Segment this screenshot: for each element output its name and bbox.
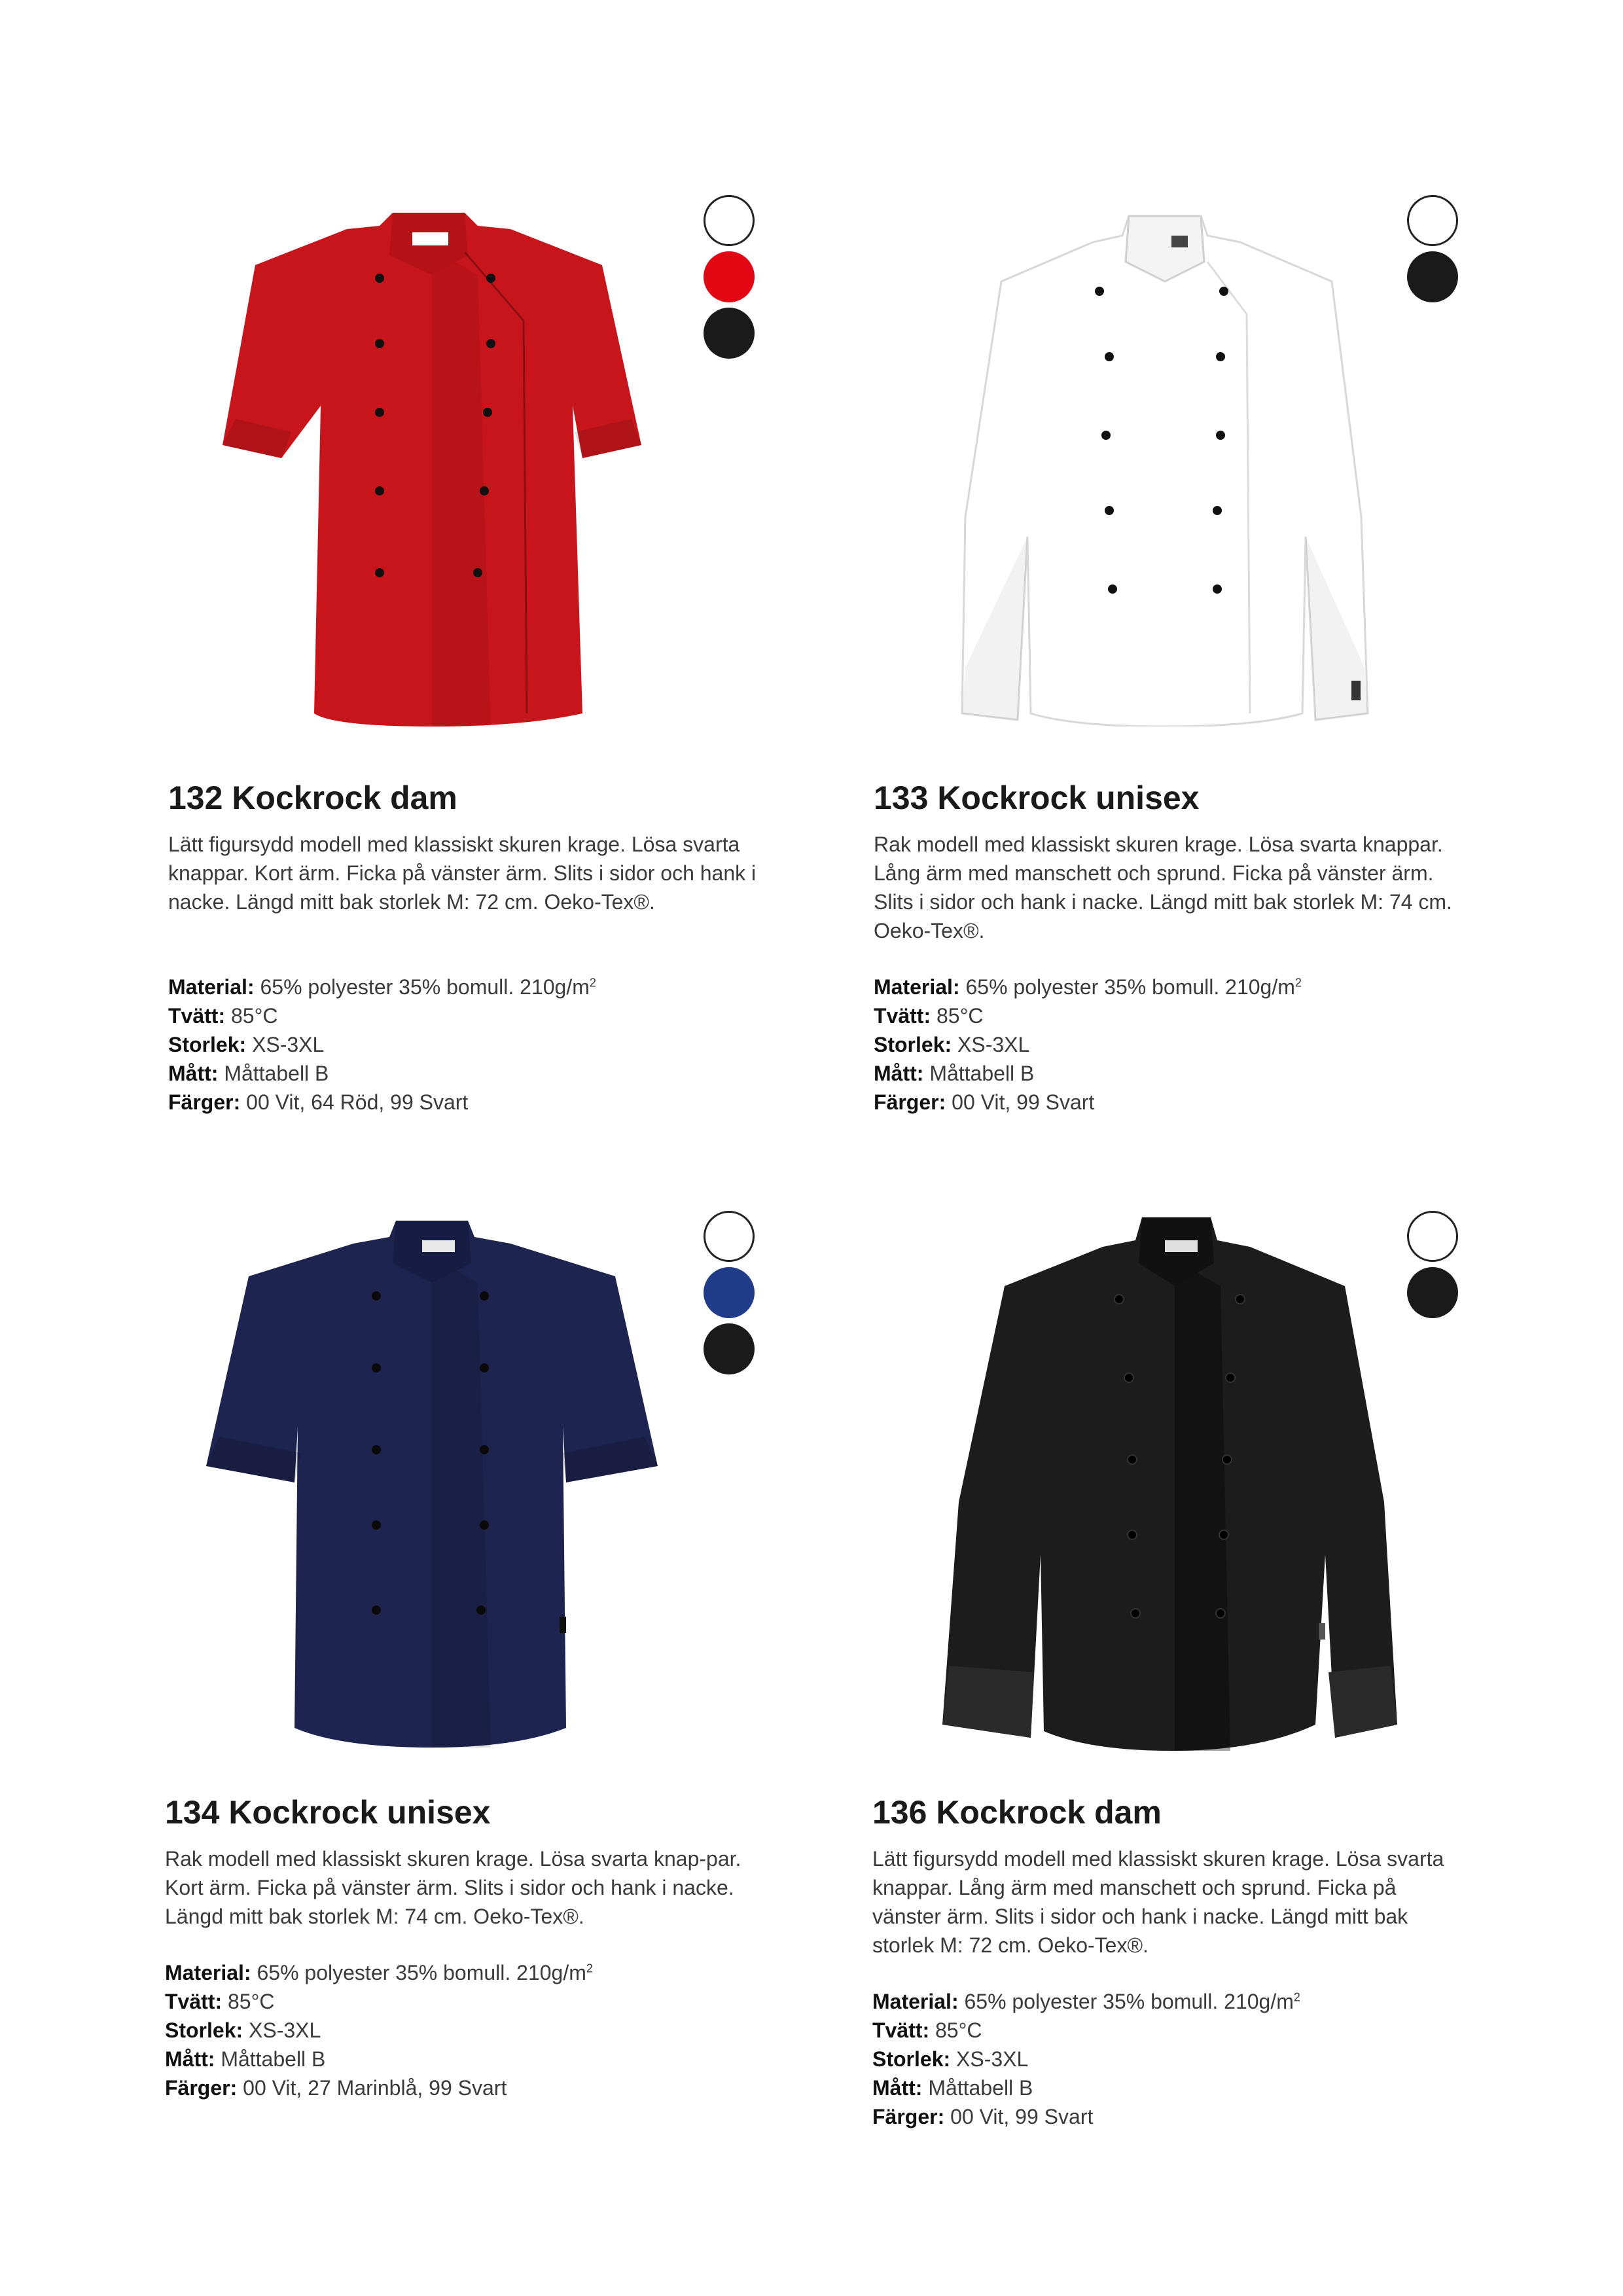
color-swatch-black[interactable] <box>1407 251 1458 302</box>
product-title: 133 Kockrock unisex <box>874 780 1200 816</box>
spec-size: XS-3XL <box>252 1033 325 1056</box>
product-description: Lätt figursydd modell med klassiskt skuren krage. Lösa svarta knappar. Kort ärm. Ficka på vänster ärm. Slits i sidor och hank i nacke. Längd mitt bak storlek M: 72 cm. Oeko-Tex®. <box>168 833 757 914</box>
spec-label: Storlek: <box>168 1033 247 1056</box>
color-swatches <box>704 195 755 364</box>
color-swatch-black[interactable] <box>1407 1267 1458 1318</box>
spec-wash: 85°C <box>228 1990 275 2013</box>
spec-label: Tvätt: <box>168 1004 226 1028</box>
spec-label: Material: <box>165 1961 251 1984</box>
spec-material-sup: 2 <box>589 976 596 990</box>
spec-material: 65% polyester 35% bomull. 210g/m <box>257 1961 586 1984</box>
spec-label: Färger: <box>165 2076 238 2100</box>
spec-label: Mått: <box>165 2047 215 2071</box>
spec-wash: 85°C <box>231 1004 278 1028</box>
spec-material: 65% polyester 35% bomull. 210g/m <box>965 975 1295 999</box>
product-specs <box>168 973 596 1117</box>
spec-measure: Måttabell B <box>224 1062 329 1085</box>
spec-label: Färger: <box>872 2105 945 2128</box>
product-title: 136 Kockrock dam <box>872 1794 1162 1831</box>
chef-jacket-132-image <box>216 209 648 726</box>
spec-label: Material: <box>874 975 960 999</box>
spec-size: XS-3XL <box>957 1033 1030 1056</box>
color-swatch-red[interactable] <box>704 251 755 302</box>
spec-label: Material: <box>168 975 255 999</box>
spec-label: Mått: <box>168 1062 219 1085</box>
spec-wash: 85°C <box>935 2018 982 2042</box>
spec-measure: Måttabell B <box>929 1062 1035 1085</box>
product-specs <box>874 973 1302 1117</box>
product-title: 132 Kockrock dam <box>168 780 457 816</box>
color-swatch-white[interactable] <box>704 1211 755 1262</box>
color-swatch-white[interactable] <box>1407 195 1458 246</box>
spec-colors: 00 Vit, 27 Marinblå, 99 Svart <box>243 2076 507 2100</box>
spec-material: 65% polyester 35% bomull. 210g/m <box>964 1990 1294 2013</box>
spec-label: Tvätt: <box>872 2018 930 2042</box>
spec-label: Storlek: <box>872 2047 951 2071</box>
spec-colors: 00 Vit, 99 Svart <box>950 2105 1094 2128</box>
product-description: Rak modell med klassiskt skuren krage. Lösa svarta knap-par. Kort ärm. Ficka på vänster ärm. Slits i sidor och hank i nacke. Längd mitt bak storlek M: 74 cm. Oeko-Tex®. <box>165 1847 741 1928</box>
chef-jacket-136-image <box>933 1214 1404 1757</box>
spec-label: Färger: <box>874 1090 946 1114</box>
color-swatch-white[interactable] <box>704 195 755 246</box>
product-specs <box>872 1987 1300 2131</box>
spec-wash: 85°C <box>936 1004 984 1028</box>
spec-colors: 00 Vit, 64 Röd, 99 Svart <box>246 1090 469 1114</box>
spec-label: Mått: <box>872 2076 923 2100</box>
spec-label: Material: <box>872 1990 959 2013</box>
product-description: Lätt figursydd modell med klassiskt skuren krage. Lösa svarta knappar. Lång ärm med manschett och sprund. Ficka på vänster ärm. Slits i sidor och hank i nacke. Längd mitt bak storlek M: 72 cm. Oeko-Tex®. <box>872 1847 1444 1957</box>
spec-label: Tvätt: <box>165 1990 223 2013</box>
color-swatches <box>704 1211 755 1380</box>
color-swatch-navy[interactable] <box>704 1267 755 1318</box>
spec-measure: Måttabell B <box>928 2076 1033 2100</box>
color-swatch-black[interactable] <box>704 1323 755 1374</box>
spec-label: Färger: <box>168 1090 241 1114</box>
spec-size: XS-3XL <box>249 2018 321 2042</box>
color-swatches <box>1407 195 1458 308</box>
chef-jacket-133-image <box>949 209 1381 726</box>
color-swatch-white[interactable] <box>1407 1211 1458 1262</box>
color-swatches <box>1407 1211 1458 1323</box>
color-swatch-black[interactable] <box>704 308 755 359</box>
product-specs <box>165 1958 593 2102</box>
spec-label: Tvätt: <box>874 1004 931 1028</box>
product-title: 134 Kockrock unisex <box>165 1794 491 1831</box>
spec-material-sup: 2 <box>586 1962 593 1975</box>
spec-colors: 00 Vit, 99 Svart <box>952 1090 1095 1114</box>
spec-label: Storlek: <box>874 1033 952 1056</box>
spec-label: Storlek: <box>165 2018 243 2042</box>
spec-material: 65% polyester 35% bomull. 210g/m <box>260 975 590 999</box>
spec-material-sup: 2 <box>1294 976 1302 990</box>
chef-jacket-134-image <box>203 1217 661 1754</box>
product-description: Rak modell med klassiskt skuren krage. Lösa svarta knappar. Lång ärm med manschett och sprund. Ficka på vänster ärm. Slits i sidor och hank i nacke. Längd mitt bak storlek M: 74 cm. Oeko-Tex®. <box>874 833 1452 942</box>
spec-measure: Måttabell B <box>221 2047 326 2071</box>
spec-size: XS-3XL <box>956 2047 1029 2071</box>
spec-material-sup: 2 <box>1293 1990 1300 2004</box>
spec-label: Mått: <box>874 1062 924 1085</box>
